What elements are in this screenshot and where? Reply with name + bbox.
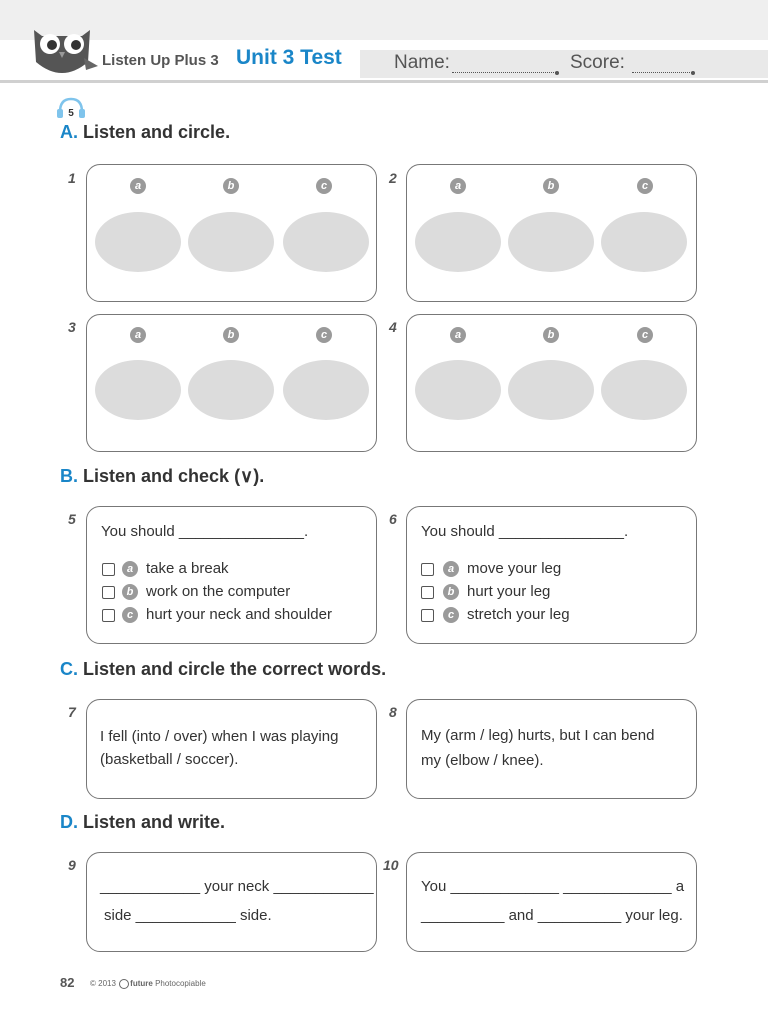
q5-badge-c: c (122, 607, 138, 623)
brand-title: Listen Up Plus 3 (102, 52, 219, 69)
q4-option-c[interactable]: c (637, 327, 653, 343)
q9-line2[interactable]: side ____________ side. (104, 907, 272, 924)
q8-box (406, 699, 697, 799)
q1-number: 1 (68, 170, 76, 186)
section-d-title: Listen and write. (83, 812, 226, 832)
q7-box (86, 699, 377, 799)
page-number: 82 (60, 975, 75, 990)
q7-line2: (basketball / soccer). (100, 751, 239, 768)
section-c-title: Listen and circle the correct words. (83, 659, 387, 679)
q1-picture-a[interactable] (95, 212, 181, 272)
copyright-text: © 2013 (90, 979, 116, 989)
q4-picture-a[interactable] (415, 360, 501, 420)
section-d-letter: D. (60, 812, 78, 832)
score-end-dot (691, 71, 695, 75)
q6-number: 6 (389, 511, 397, 527)
q3-number: 3 (68, 319, 76, 335)
q1-option-a[interactable]: a (130, 178, 146, 194)
section-b-title: Listen and check (∨). (83, 466, 265, 486)
publisher-logo-icon (119, 979, 129, 989)
q5-number: 5 (68, 511, 76, 527)
q6-option-c: stretch your leg (467, 606, 570, 623)
q6-checkbox-c[interactable] (421, 609, 434, 622)
score-label: Score: (570, 52, 625, 73)
q5-checkbox-a[interactable] (102, 563, 115, 576)
section-c-heading (60, 659, 386, 680)
q6-option-b: hurt your leg (467, 583, 551, 600)
q9-box (86, 852, 377, 952)
section-a-heading (60, 122, 230, 143)
q10-box (406, 852, 697, 952)
q4-number: 4 (389, 319, 397, 335)
q1-option-c[interactable]: c (316, 178, 332, 194)
section-a-letter: A. (60, 122, 78, 142)
q2-option-b[interactable]: b (543, 178, 559, 194)
q1-picture-c[interactable] (283, 212, 369, 272)
q1-option-b[interactable]: b (223, 178, 239, 194)
section-c-letter: C. (60, 659, 78, 679)
q9-number: 9 (68, 857, 76, 873)
q2-picture-a[interactable] (415, 212, 501, 272)
q6-checkbox-a[interactable] (421, 563, 434, 576)
q4-option-a[interactable]: a (450, 327, 466, 343)
q10-line1[interactable]: You _____________ _____________ a (421, 878, 685, 895)
q10-number: 10 (383, 857, 399, 873)
section-b-heading (60, 466, 264, 487)
header-band (0, 0, 768, 40)
q2-picture-b[interactable] (508, 212, 594, 272)
section-d-heading (60, 812, 225, 833)
q5-option-a: take a break (146, 560, 229, 577)
footer-line (90, 979, 206, 989)
q3-picture-a[interactable] (95, 360, 181, 420)
q5-checkbox-c[interactable] (102, 609, 115, 622)
section-a-title: Listen and circle. (83, 122, 231, 142)
q4-option-b[interactable]: b (543, 327, 559, 343)
q3-picture-b[interactable] (188, 360, 274, 420)
name-label: Name: (394, 52, 450, 73)
photocopiable-note: Photocopiable (155, 979, 206, 989)
q6-prompt: You should _______________. (421, 523, 629, 540)
q5-option-c: hurt your neck and shoulder (146, 606, 332, 623)
q2-option-a[interactable]: a (450, 178, 466, 194)
section-b-letter: B. (60, 466, 78, 486)
q4-picture-b[interactable] (508, 360, 594, 420)
owl-mascot-icon (26, 22, 98, 82)
q5-checkbox-b[interactable] (102, 586, 115, 599)
q9-line1[interactable]: ____________ your neck ____________ (100, 878, 374, 895)
q10-line2[interactable]: __________ and __________ your leg. (421, 907, 683, 924)
publisher-name: future (130, 979, 153, 989)
unit-title: Unit 3 Test (236, 46, 342, 69)
q6-badge-b: b (443, 584, 459, 600)
q5-badge-a: a (122, 561, 138, 577)
q7-number: 7 (68, 704, 76, 720)
q5-badge-b: b (122, 584, 138, 600)
score-field[interactable] (632, 72, 692, 73)
name-end-dot (555, 71, 559, 75)
q8-line2: my (elbow / knee). (421, 752, 544, 769)
q6-option-a: move your leg (467, 560, 562, 577)
track-number: 5 (68, 108, 74, 119)
q4-picture-c[interactable] (601, 360, 687, 420)
q2-number: 2 (389, 170, 397, 186)
q8-number: 8 (389, 704, 397, 720)
q2-picture-c[interactable] (601, 212, 687, 272)
name-field[interactable] (452, 72, 556, 73)
q8-line1: My (arm / leg) hurts, but I can bend (421, 727, 655, 744)
q3-option-b[interactable]: b (223, 327, 239, 343)
q6-badge-c: c (443, 607, 459, 623)
header-divider (0, 80, 768, 83)
q3-picture-c[interactable] (283, 360, 369, 420)
q7-line1: I fell (into / over) when I was playing (100, 728, 339, 745)
q6-badge-a: a (443, 561, 459, 577)
q5-option-b: work on the computer (146, 583, 291, 600)
q3-option-a[interactable]: a (130, 327, 146, 343)
q5-prompt: You should _______________. (101, 523, 309, 540)
q3-option-c[interactable]: c (316, 327, 332, 343)
q2-option-c[interactable]: c (637, 178, 653, 194)
q6-checkbox-b[interactable] (421, 586, 434, 599)
q1-picture-b[interactable] (188, 212, 274, 272)
